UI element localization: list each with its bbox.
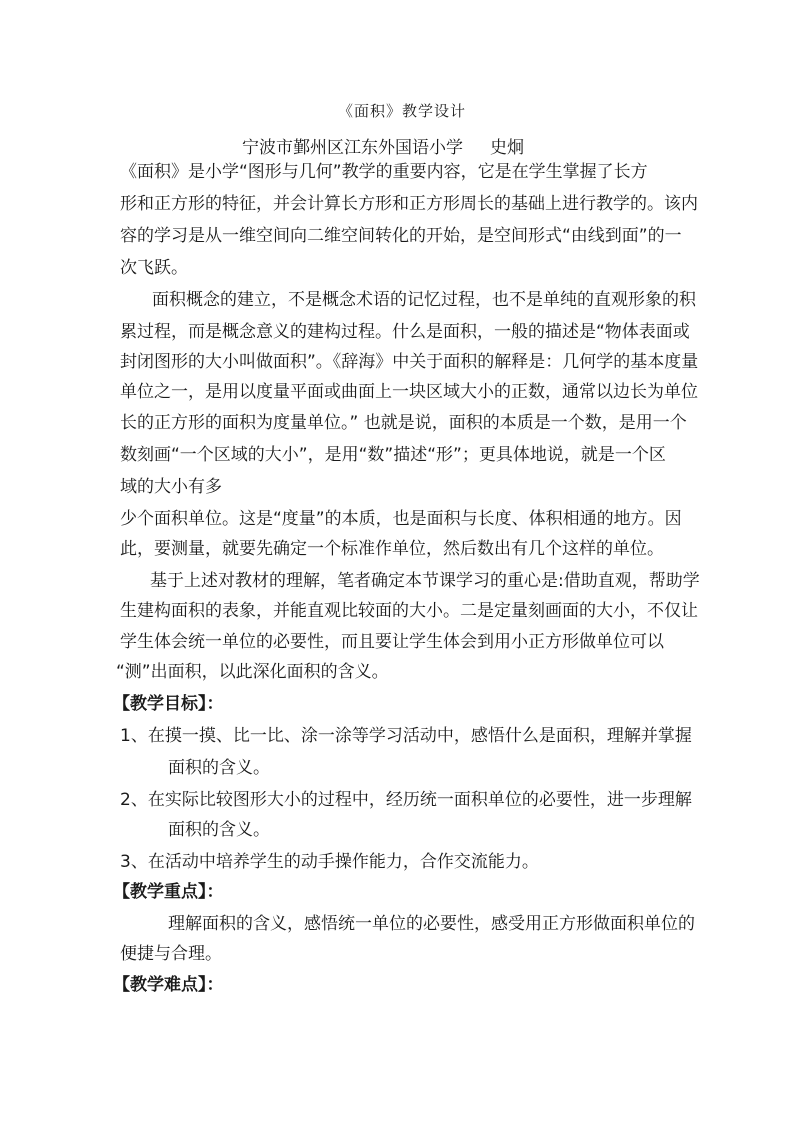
goal-item-continuation: 面积的含义。 [168, 758, 270, 778]
difficulty-heading: 【教学难点】： [113, 975, 224, 995]
paragraph-2-line: 此，要测量，就要先确定一个标准作单位，然后数出有几个这样的单位。 [120, 539, 664, 559]
document-author: 宁波市鄞州区江东外国语小学 史炯 [242, 138, 525, 158]
paragraph-2-line: 累过程，而是概念意义的建构过程。什么是面积，一般的描述是“物体表面或 [120, 322, 690, 342]
paragraph-3-line: 生建构面积的表象，并能直观比较面的大小。二是定量刻画面的大小，不仅让 [120, 601, 698, 621]
paragraph-3-line: “测”出面积，以此深化面积的含义。 [116, 662, 389, 682]
paragraph-2-line: 长的正方形的面积为度量单位。” 也就是说，面积的本质是一个数，是用一个 [120, 413, 687, 433]
paragraph-3-line: 基于上述对教材的理解，笔者确定本节课学习的重心是:借助直观，帮助学 [150, 571, 700, 591]
keypoints-line: 便捷与合理。 [120, 944, 222, 964]
paragraph-2-line: 域的大小有多 [120, 477, 222, 497]
goals-heading: 【教学目标】： [113, 694, 224, 714]
goal-item: 2、在实际比较图形大小的过程中，经历统一面积单位的必要性，进一步理解 [120, 790, 692, 810]
paragraph-1-line: 次飞跃。 [120, 258, 188, 278]
paragraph-1-line: 形和正方形的特征，并会计算长方形和正方形周长的基础上进行教学的。该内 [120, 194, 698, 214]
paragraph-2-line: 面积概念的建立，不是概念术语的记忆过程，也不是单纯的直观形象的积 [152, 290, 696, 310]
paragraph-2-line: 封闭图形的大小叫做面积”。《辞海》中关于面积的解释是：几何学的基本度量 [120, 352, 699, 372]
keypoints-line: 理解面积的含义，感悟统一单位的必要性，感受用正方形做面积单位的 [168, 914, 695, 934]
paragraph-1-line: 容的学习是从一维空间向二维空间转化的开始，是空间形式“由线到面”的一 [120, 226, 682, 246]
goal-item: 1、在摸一摸、比一比、涂一涂等学习活动中，感悟什么是面积，理解并掌握 [120, 726, 692, 746]
keypoints-heading: 【教学重点】： [113, 882, 224, 902]
goal-item: 3、在活动中培养学生的动手操作能力，合作交流能力。 [120, 852, 539, 872]
paragraph-1-line: 《面积》是小学“图形与几何”教学的重要内容，它是在学生掌握了长方 [120, 162, 648, 182]
paragraph-3-line: 学生体会统一单位的必要性，而且要让学生体会到用小正方形做单位可以 [120, 632, 664, 652]
paragraph-2-line: 单位之一，是用以度量平面或曲面上一块区域大小的正数，通常以边长为单位 [120, 382, 698, 402]
goal-item-continuation: 面积的含义。 [168, 820, 270, 840]
document-title: 《面积》教学设计 [337, 102, 466, 120]
paragraph-2-line: 少个面积单位。这是“度量”的本质，也是面积与长度、体积相通的地方。因 [120, 509, 682, 529]
paragraph-2-line: 数刻画“一个区域的大小”，是用“数”描述“形”；更具体地说，就是一个区 [120, 445, 666, 465]
